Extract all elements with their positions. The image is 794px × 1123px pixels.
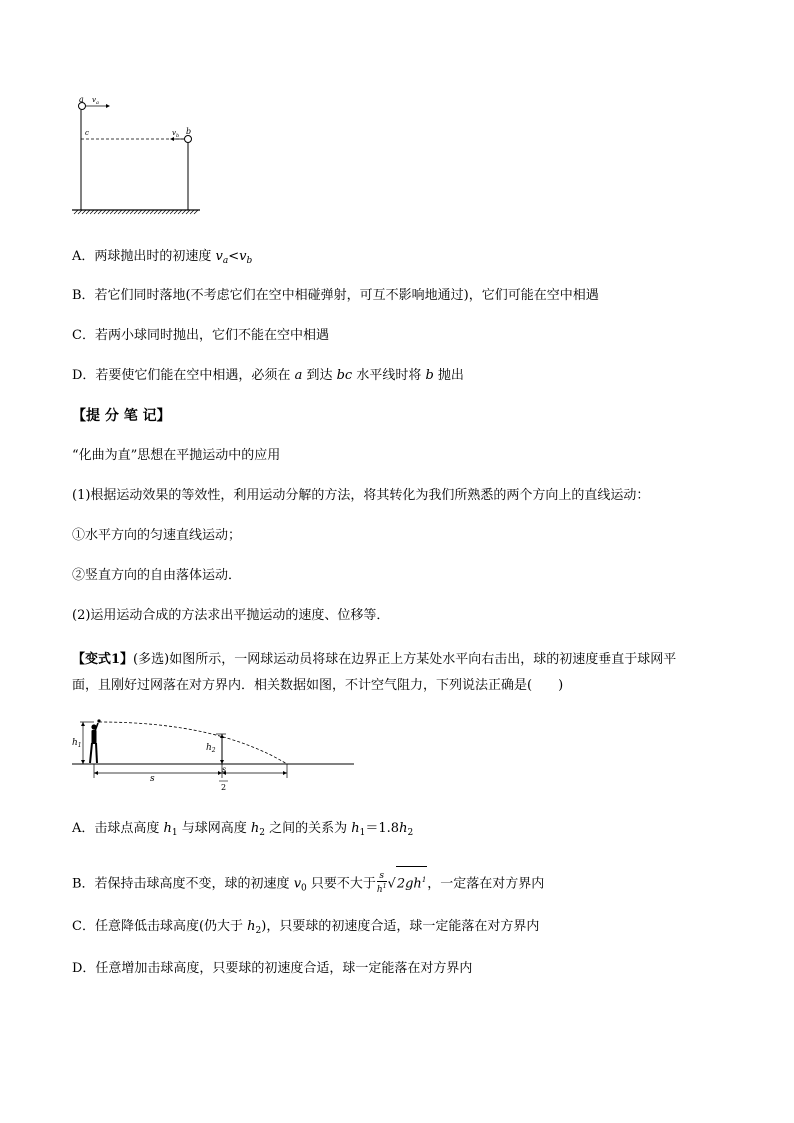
label-half-s-num: s	[222, 765, 227, 774]
text: )，只要球的初速度合适，球一定能落在对方界内	[261, 919, 540, 934]
notes-line-1: “化曲为直”思想在平抛运动中的应用	[72, 448, 281, 463]
q1-option-a	[72, 248, 752, 270]
player-figure	[90, 723, 98, 763]
text: ，一定落在对方界内	[427, 876, 545, 892]
q1-option-d	[72, 367, 752, 385]
text: A．击球点高度	[72, 821, 164, 836]
s-dim-arrow-left	[94, 771, 98, 775]
label-h2: $h_2$	[206, 743, 216, 754]
variant-line-1	[72, 651, 752, 669]
sup-1: 1	[382, 883, 387, 891]
sub-1: 1	[171, 828, 178, 838]
var-h: h	[376, 885, 383, 896]
label-a: a	[79, 95, 84, 104]
text: 只要不大于	[306, 876, 376, 892]
sub-1: 1	[359, 828, 366, 838]
variant-tag: 【变式1】	[72, 652, 134, 667]
text: 与球网高度	[177, 821, 251, 836]
var-h: h	[163, 821, 172, 836]
notes-line-4: ②竖直方向的自由落体运动．	[72, 568, 242, 583]
label-half-s-den: 2	[221, 783, 227, 792]
arrow-vb-head	[170, 137, 174, 141]
text: 水平线时将	[352, 368, 426, 383]
var-v: v	[215, 249, 223, 264]
variant-line-2: 面，且刚好过网落在对方界内．相关数据如图，不计空气阻力，下列说法正确是( )	[72, 678, 564, 693]
ball-trajectory	[99, 722, 287, 764]
label-vb: $v_b$	[172, 129, 180, 139]
q2-option-d: D．任意增加击球高度，只要球的初速度合适，球一定能落在对方界内	[72, 961, 473, 976]
text: ＝1.8	[365, 821, 400, 836]
notes-line-2: (1)根据运动效果的等效性，利用运动分解的方法，将其转化为我们所熟悉的两个方向上的直线运动：	[72, 488, 650, 503]
text: C．任意降低击球高度(仍大于	[72, 919, 248, 934]
sub-b: b	[246, 256, 253, 266]
var-b: b	[425, 368, 434, 383]
arrow-va-head	[106, 104, 110, 108]
label-h1: $h_1$	[72, 738, 82, 749]
variant-text-1: (多选)如图所示，一网球运动员将球在边界正上方某处水平向右击出，球的初速度垂直于球网平	[133, 652, 677, 667]
ball-b	[185, 136, 192, 143]
q2-option-c	[72, 918, 752, 940]
q1-option-c: C．若两小球同时抛出，它们不能在空中相遇	[72, 328, 329, 343]
frac-den	[377, 882, 387, 895]
sub-2: 2	[407, 828, 414, 838]
var-bc: bc	[336, 368, 353, 383]
notes-line-5: (2)运用运动合成的方法求出平抛运动的速度、位移等．	[72, 608, 390, 623]
sup-1: 1	[421, 876, 427, 884]
label-va: $v_a$	[92, 96, 99, 106]
q2-option-b	[72, 866, 752, 896]
figure-2-diagram	[68, 712, 358, 794]
notes-line-3: ①水平方向的匀速直线运动；	[72, 528, 242, 543]
label-c: c	[85, 129, 89, 137]
frac-num: s	[377, 872, 387, 882]
var-h: h	[247, 919, 256, 934]
half-s-dim-arrow-right	[283, 771, 287, 775]
less-than: <	[228, 249, 240, 264]
sub-2: 2	[255, 926, 262, 936]
q1-option-a-text: A．两球抛出时的初速度	[72, 249, 216, 264]
h1-dim-arrow-top	[81, 722, 85, 726]
sqrt-content	[396, 866, 427, 897]
var-h: h	[351, 821, 360, 836]
figure-1-diagram	[68, 92, 208, 216]
h2-dim-arrow-bottom	[220, 760, 224, 764]
text: 之间的关系为	[265, 821, 352, 836]
var-v: v	[239, 249, 247, 264]
var-h: h	[399, 821, 408, 836]
sqrt-text: 2gh	[396, 876, 422, 892]
sub-2: 2	[259, 828, 266, 838]
text: B．若保持击球高度不变，球的初速度	[72, 876, 294, 892]
sub-0: 0	[301, 883, 307, 894]
var-a: a	[294, 368, 303, 383]
h1-dim-arrow-bottom	[81, 760, 85, 764]
text: D．若要使它们能在空中相遇，必须在	[72, 368, 295, 383]
notes-heading: 【提 分 笔 记】	[72, 408, 171, 424]
sqrt-sign: √	[387, 876, 396, 892]
fraction-s-over-h1	[377, 872, 387, 895]
label-s: s	[150, 774, 155, 784]
var-v: v	[293, 876, 302, 892]
text: 抛出	[433, 368, 464, 383]
sub-a: a	[222, 256, 229, 266]
q2-option-a	[72, 820, 752, 842]
q1-option-b: B．若它们同时落地(不考虑它们在空中相碰弹射，可互不影响地通过)，它们可能在空中相遇	[72, 288, 599, 303]
label-b: b	[186, 127, 192, 136]
text: 到达	[302, 368, 337, 383]
var-h: h	[250, 821, 260, 836]
ground-hatch	[74, 210, 198, 214]
